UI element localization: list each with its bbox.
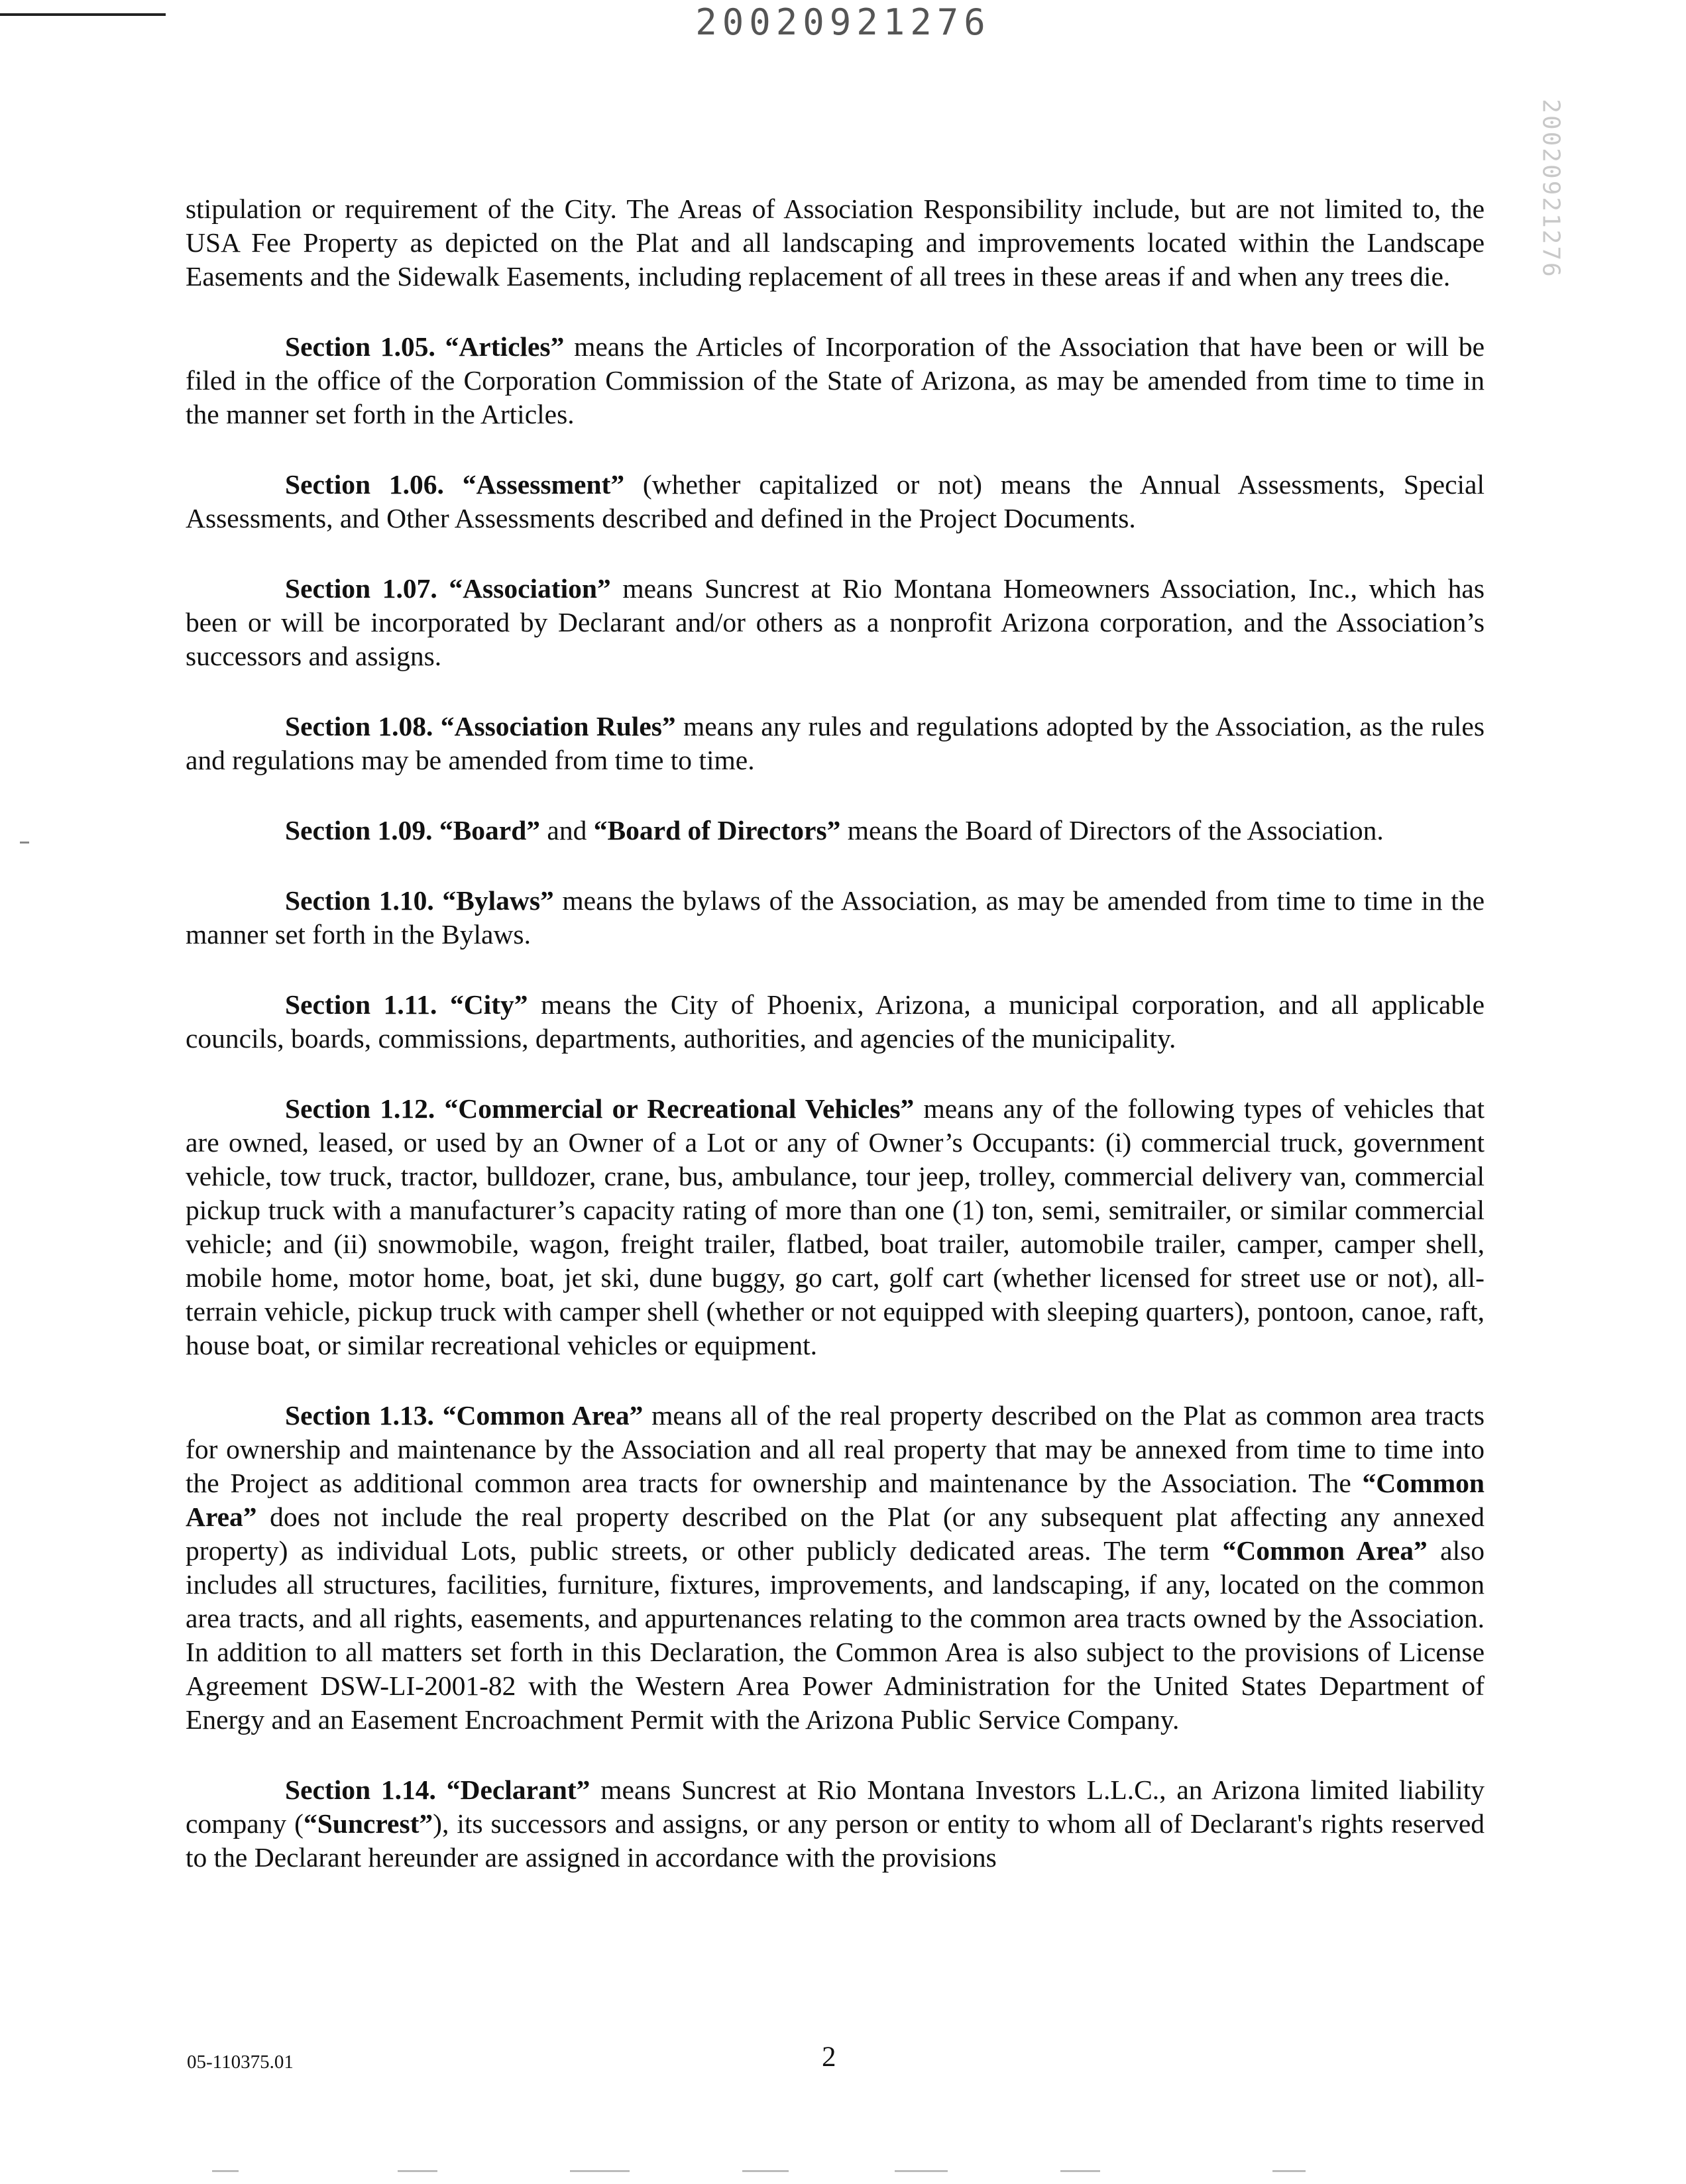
section-text: means any of the following types of vehicles that are owned, leased, or used by an Owner of a Lot or any of Owner’s Occupants: (i) commercial truck, government vehicle, tow truck, tractor, bulldozer, crane, bus, ambulance, tour jeep, trolley, commercial delivery van, commercial pickup truck with a manufacturer’s capacity rating of more than one (1) ton, semi, semitrailer, or similar commercial vehicle; and (ii) snowmobile, wagon, freight trailer, flatbed, boat trailer, automobile trailer, camper, camper shell, mobile home, motor home, boat, jet ski, dune buggy, go cart, golf cart (whether licensed for street use or not), all-terrain vehicle, pickup truck with camper shell (whether or not equipped with sleeping quarters), pontoon, canoe, raft, house boat, or similar recreational vehicles or equipment. [186,1093,1485,1360]
section-label: Section 1.14. [285,1774,436,1805]
side-stamp [1531,86,1571,292]
defined-term: “Common Area” [442,1400,644,1431]
scan-speck [1060,2170,1100,2172]
defined-term: “City” [449,989,528,1020]
section-text: ), its successors and assigns, or any person or entity to whom all of Declarant's rights reserved to the Declarant hereunder are assigned in accordance with the provisions [186,1808,1485,1873]
section-1-07 [186,572,1485,673]
scan-speck [1272,2170,1306,2172]
section-1-08 [186,710,1485,777]
section-text: means the Articles of Incorporation of the Association that have been or will be filed in the office of the Corporation Commission of the State of Arizona, as may be amended from time to time in the manner set forth in the Articles. [186,331,1485,429]
defined-term: “Bylaws” [442,885,554,916]
section-1-10 [186,884,1485,952]
defined-term: “Board of Directors” [593,815,841,846]
footer-page-number: 2 [822,2042,836,2073]
section-text: (whether capitalized or not) means the Annual Assessments, Special Assessments, and Other Assessments described and defined in the Project Documents. [186,469,1485,533]
footer-document-code: 05-110375.01 [187,2051,294,2073]
defined-term: “Articles” [445,331,565,362]
section-1-11 [186,988,1485,1056]
section-label: Section 1.06. [285,469,444,500]
section-1-06 [186,468,1485,535]
section-label: Section 1.05. [285,331,435,362]
section-label: Section 1.07. [285,573,437,604]
defined-term: “Commercial or Recreational Vehicles” [444,1093,915,1124]
defined-term: “Association Rules” [440,711,676,741]
defined-term: “Common Area” [186,1468,1485,1532]
scan-speck [570,2170,630,2172]
section-1-14 [186,1773,1485,1875]
defined-term: “Association” [449,573,611,604]
section-label: Section 1.13. [285,1400,434,1431]
defined-term: “Assessment” [462,469,625,500]
section-1-09 [186,814,1485,847]
defined-term: “Declarant” [446,1774,590,1805]
section-1-05 [186,330,1485,431]
scan-speck [212,2170,239,2172]
section-text: does not include the real property described on the Plat (or any subsequent plat affecting any annexed property) as individual Lots, public streets, or other publicly dedicated areas. The term [186,1502,1485,1566]
section-label: Section 1.12. [285,1093,435,1124]
section-text: means all of the real property described on the Plat as common area tracts for ownership and maintenance by the Association and all real property that may be annexed from time to time into the Project as additional common area tracts for ownership and maintenance by the Association. The [186,1400,1485,1498]
section-label: Section 1.10. [285,885,434,916]
section-text: also includes all structures, facilities, furniture, fixtures, improvements, and landscaping, if any, located on the common area tracts, and all rights, easements, and appurtenances relating to the common area tracts owned by the Association. In addition to all matters set forth in this Declaration, the Common Area is also subject to the provisions of License Agreement DSW-LI-2001-82 with the Western Area Power Administration for the United States Department of Energy and an Easement Encroachment Permit with the Arizona Public Service Company. [186,1535,1485,1735]
defined-term: “Common Area” [1222,1535,1428,1566]
defined-term: “Board” [439,815,541,846]
document-body [186,192,1485,1911]
side-stamp-text: 20020921276 [1537,99,1565,279]
section-text: means any rules and regulations adopted by the Association, as the rules and regulations may be amended from time to time. [186,711,1485,775]
document-number: 20020921276 [695,1,991,43]
section-1-12 [186,1092,1485,1362]
section-text: means the Board of Directors of the Association. [840,815,1384,846]
section-text: means Suncrest at Rio Montana Investors L.L.C., an Arizona limited liability company ( [186,1774,1485,1839]
paragraph-continuation: stipulation or requirement of the City. The Areas of Association Responsibility include, but are not limited to, the USA Fee Property as depicted on the Plat and all landscaping and improvements located within the Landscape Easements and the Sidewalk Easements, including replacement of all trees in these areas if and when any trees die. [186,193,1485,292]
section-text: and [540,815,594,846]
defined-term: “Suncrest” [303,1808,433,1839]
section-text: means the bylaws of the Association, as may be amended from time to time in the manner set forth in the Bylaws. [186,885,1485,950]
margin-mark [20,842,29,844]
section-1-13 [186,1399,1485,1737]
scan-speck [895,2170,948,2172]
section-text: means Suncrest at Rio Montana Homeowners Association, Inc., which has been or will be incorporated by Declarant and/or others as a nonprofit Arizona corporation, and the Association’s successors and assigns. [186,573,1485,671]
section-label: Section 1.08. [285,711,433,741]
scan-artifacts [199,2170,1458,2175]
section-text: means the City of Phoenix, Arizona, a municipal corporation, and all applicable councils, boards, commissions, departments, authorities, and agencies of the municipality. [186,989,1485,1054]
scan-speck [742,2170,789,2172]
scan-speck [398,2170,437,2172]
section-label: Section 1.09. [285,815,433,846]
section-label: Section 1.11. [285,989,437,1020]
